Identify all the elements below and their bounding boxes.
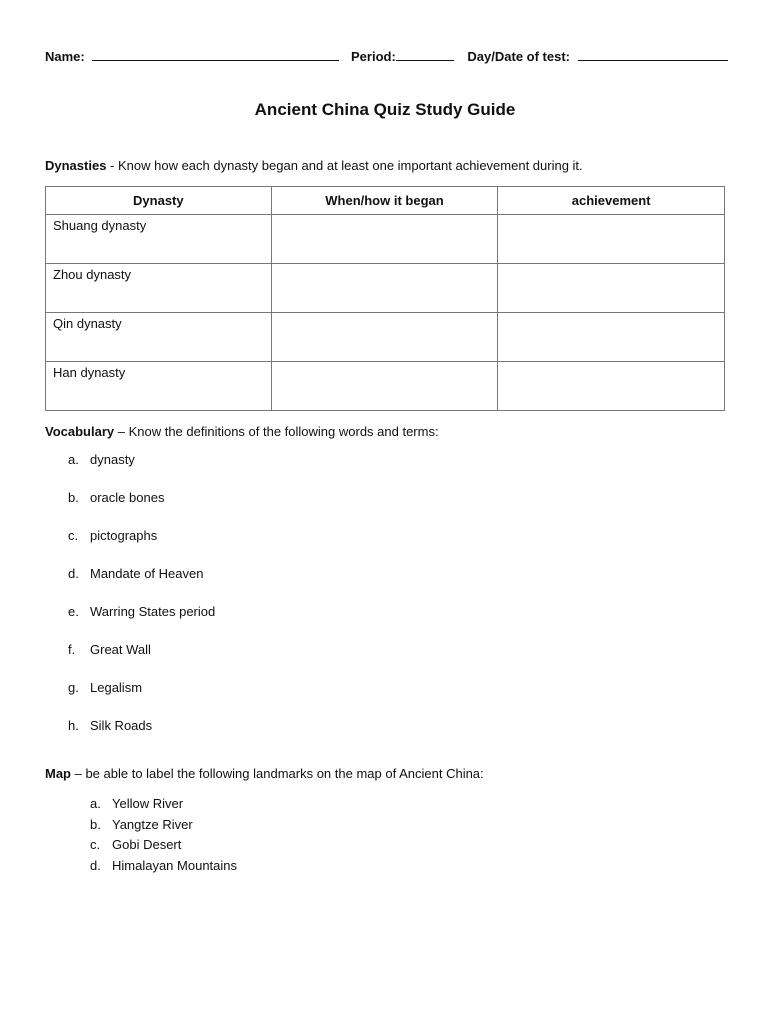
began-cell[interactable]: [271, 215, 498, 264]
list-item-text: Mandate of Heaven: [90, 566, 204, 581]
list-marker: a.: [90, 796, 101, 811]
list-item: [90, 837, 237, 858]
dynasty-cell: Zhou dynasty: [46, 264, 272, 313]
table-row: [46, 264, 725, 313]
dynasties-heading: Dynasties: [45, 158, 107, 173]
achievement-cell[interactable]: [498, 215, 725, 264]
list-item-text: Yangtze River: [112, 816, 193, 832]
list-item-text: Gobi Desert: [112, 837, 182, 852]
dynasty-table: [45, 186, 725, 411]
dynasties-intro: [45, 158, 583, 173]
list-item: [68, 490, 215, 528]
list-marker: b.: [68, 490, 79, 505]
map-landmark-list: [90, 796, 237, 878]
list-marker: h.: [68, 718, 79, 733]
list-marker: g.: [68, 680, 79, 695]
list-marker: e.: [68, 604, 79, 619]
achievement-cell[interactable]: [498, 264, 725, 313]
list-item: [90, 796, 237, 817]
period-label: Period:: [351, 49, 396, 64]
vocabulary-list: [68, 452, 215, 756]
period-blank[interactable]: [396, 48, 454, 61]
list-item: [68, 642, 215, 680]
table-row: [46, 313, 725, 362]
date-blank[interactable]: [578, 48, 728, 61]
table-header-row: [46, 187, 725, 215]
student-info-line: [45, 48, 725, 64]
table-row: [46, 215, 725, 264]
name-blank[interactable]: [92, 48, 339, 61]
list-marker: d.: [68, 566, 79, 581]
vocabulary-heading: Vocabulary: [45, 424, 115, 439]
dynasty-cell: Shuang dynasty: [46, 215, 272, 264]
map-intro: [45, 766, 484, 781]
page-title: Ancient China Quiz Study Guide: [254, 100, 516, 119]
began-cell[interactable]: [271, 264, 498, 313]
list-item-text: oracle bones: [90, 490, 165, 505]
list-item-text: Great Wall: [90, 642, 151, 657]
achievement-cell[interactable]: [498, 313, 725, 362]
list-item-text: dynasty: [90, 452, 135, 467]
list-item-text: Yellow River: [112, 796, 184, 811]
list-item: [90, 858, 237, 879]
list-marker: c.: [90, 837, 101, 852]
list-marker: f.: [68, 642, 76, 657]
table-row: [46, 362, 725, 411]
column-header-achievement: achievement: [498, 187, 725, 215]
list-item: [90, 817, 237, 838]
achievement-cell[interactable]: [498, 362, 725, 411]
dynasty-cell: Qin dynasty: [46, 313, 272, 362]
list-marker: b.: [90, 816, 101, 832]
list-marker: c.: [68, 528, 79, 543]
list-item-text: pictographs: [90, 528, 158, 543]
began-cell[interactable]: [271, 362, 498, 411]
list-item: [68, 718, 215, 756]
column-header-when-began: When/how it began: [271, 187, 498, 215]
list-item-text: Legalism: [90, 680, 143, 695]
began-cell[interactable]: [271, 313, 498, 362]
list-item: [68, 528, 215, 566]
dynasty-cell: Han dynasty: [46, 362, 272, 411]
list-item-text: Warring States period: [90, 604, 216, 619]
map-heading: Map: [45, 766, 71, 781]
list-marker: d.: [90, 857, 101, 873]
vocabulary-intro: [45, 424, 439, 439]
vocabulary-instruction: – Know the definitions of the following words and terms:: [114, 424, 439, 439]
list-item: [68, 452, 215, 490]
list-item-text: Silk Roads: [90, 718, 153, 733]
dynasties-instruction: - Know how each dynasty began and at least one important achievement during it.: [106, 158, 583, 173]
column-header-dynasty: Dynasty: [46, 187, 272, 215]
list-item: [68, 680, 215, 718]
map-instruction: – be able to label the following landmarks on the map of Ancient China:: [71, 766, 484, 781]
date-label: Day/Date of test:: [467, 49, 570, 64]
list-item: [68, 604, 215, 642]
name-label: Name:: [45, 49, 85, 64]
list-item: [68, 566, 215, 604]
list-item-text: Himalayan Mountains: [112, 857, 238, 873]
list-marker: a.: [68, 452, 79, 467]
